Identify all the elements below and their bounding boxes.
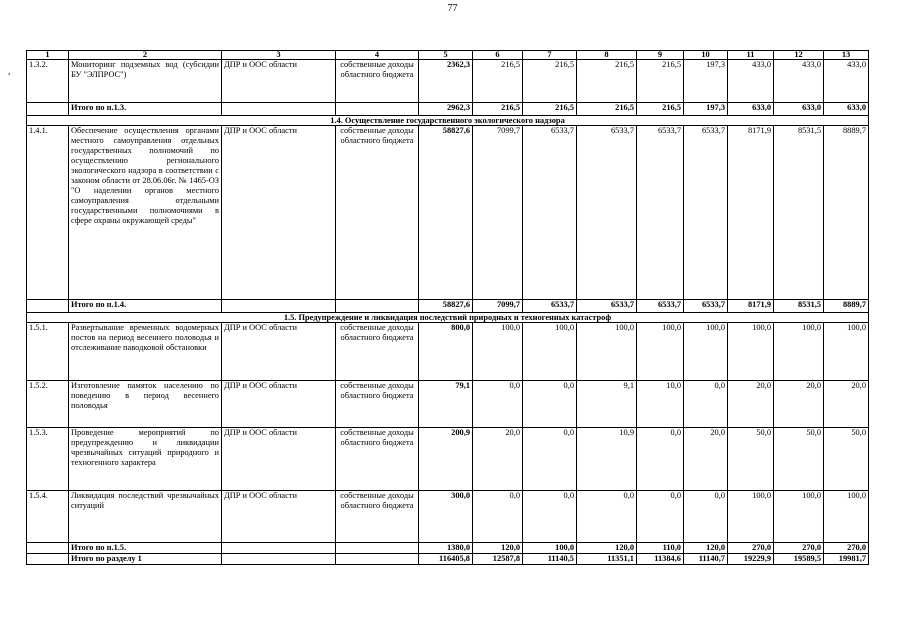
- funding-source: собственные доходы областного бюджета: [336, 60, 419, 103]
- item-code: 1.5.4.: [27, 491, 69, 543]
- amount-cell: 120,0: [473, 543, 523, 554]
- amount-cell: 120,0: [684, 543, 728, 554]
- column-number: 5: [419, 51, 473, 60]
- column-number: 9: [637, 51, 684, 60]
- code-cell: [27, 543, 69, 554]
- amount-cell: 116405,8: [419, 554, 473, 565]
- item-code: 1.5.1.: [27, 323, 69, 381]
- amount-cell: 216,5: [523, 103, 577, 116]
- code-cell: [27, 103, 69, 116]
- funding-source: собственные доходы областного бюджета: [336, 126, 419, 300]
- amount-cell: 100,0: [523, 323, 577, 381]
- amount-cell: 50,0: [774, 428, 824, 491]
- column-number-row: [27, 51, 869, 60]
- funding-source: собственные доходы областного бюджета: [336, 428, 419, 491]
- amount-cell: 633,0: [728, 103, 774, 116]
- executor-cell: [222, 543, 336, 554]
- amount-cell: 800,0: [419, 323, 473, 381]
- amount-cell: 100,0: [473, 323, 523, 381]
- item-row: [27, 428, 869, 491]
- amount-cell: 6533,7: [637, 126, 684, 300]
- total-label: Итого по разделу 1: [69, 554, 222, 565]
- amount-cell: 0,0: [523, 428, 577, 491]
- amount-cell: 6533,7: [684, 300, 728, 313]
- column-number: 11: [728, 51, 774, 60]
- item-code: 1.5.3.: [27, 428, 69, 491]
- column-number: 7: [523, 51, 577, 60]
- amount-cell: 633,0: [824, 103, 869, 116]
- amount-cell: 0,0: [684, 381, 728, 428]
- source-cell: [336, 554, 419, 565]
- amount-cell: 100,0: [728, 491, 774, 543]
- amount-cell: 100,0: [774, 491, 824, 543]
- amount-cell: 2962,3: [419, 103, 473, 116]
- amount-cell: 8171,9: [728, 126, 774, 300]
- code-cell: [27, 554, 69, 565]
- amount-cell: 270,0: [774, 543, 824, 554]
- item-row: [27, 126, 869, 300]
- amount-cell: 8531,5: [774, 126, 824, 300]
- column-number: 13: [824, 51, 869, 60]
- amount-cell: 6533,7: [577, 126, 637, 300]
- amount-cell: 20,0: [473, 428, 523, 491]
- amount-cell: 433,0: [824, 60, 869, 103]
- amount-cell: 1380,0: [419, 543, 473, 554]
- amount-cell: 20,0: [728, 381, 774, 428]
- column-number: 8: [577, 51, 637, 60]
- amount-cell: 100,0: [523, 543, 577, 554]
- amount-cell: 0,0: [637, 491, 684, 543]
- executor-cell: [222, 554, 336, 565]
- item-row: [27, 60, 869, 103]
- amount-cell: 79,1: [419, 381, 473, 428]
- amount-cell: 50,0: [824, 428, 869, 491]
- amount-cell: 216,5: [523, 60, 577, 103]
- amount-cell: 633,0: [774, 103, 824, 116]
- amount-cell: 2362,3: [419, 60, 473, 103]
- section-title: 1.5. Предупреждение и ликвидация последствий природных и техногенных катастроф: [27, 313, 869, 323]
- amount-cell: 19981,7: [824, 554, 869, 565]
- amount-cell: 270,0: [824, 543, 869, 554]
- amount-cell: 6533,7: [523, 126, 577, 300]
- amount-cell: 216,5: [473, 60, 523, 103]
- column-number: 12: [774, 51, 824, 60]
- amount-cell: 0,0: [577, 491, 637, 543]
- amount-cell: 0,0: [523, 381, 577, 428]
- amount-cell: 8889,7: [824, 126, 869, 300]
- amount-cell: 120,0: [577, 543, 637, 554]
- amount-cell: 9,1: [577, 381, 637, 428]
- amount-cell: 100,0: [684, 323, 728, 381]
- item-row: [27, 381, 869, 428]
- amount-cell: 50,0: [728, 428, 774, 491]
- amount-cell: 8171,9: [728, 300, 774, 313]
- amount-cell: 11140,5: [523, 554, 577, 565]
- amount-cell: 100,0: [728, 323, 774, 381]
- amount-cell: 0,0: [523, 491, 577, 543]
- column-number: 3: [222, 51, 336, 60]
- item-code: 1.3.2.: [27, 60, 69, 103]
- amount-cell: 8531,5: [774, 300, 824, 313]
- budget-table: [26, 50, 869, 565]
- funding-source: собственные доходы областного бюджета: [336, 491, 419, 543]
- item-name: Ликвидация последствий чрезвычайных ситуаций: [69, 491, 222, 543]
- amount-cell: 11140,7: [684, 554, 728, 565]
- total-label: Итого по п.1.5.: [69, 543, 222, 554]
- item-name: Проведение мероприятий по предупреждению и ликвидации чрезвычайных ситуаций природного и техногенного характера: [69, 428, 222, 491]
- amount-cell: 100,0: [824, 491, 869, 543]
- amount-cell: 433,0: [728, 60, 774, 103]
- column-number: 1: [27, 51, 69, 60]
- amount-cell: 200,9: [419, 428, 473, 491]
- executor-cell: ДПР и ООС области: [222, 323, 336, 381]
- amount-cell: 100,0: [577, 323, 637, 381]
- item-name: Развертывание временных водомерных постов на период весеннего половодья и отслеживание паводковой обстановки: [69, 323, 222, 381]
- item-code: 1.5.2.: [27, 381, 69, 428]
- amount-cell: 0,0: [637, 428, 684, 491]
- total-row: [27, 300, 869, 313]
- executor-cell: ДПР и ООС области: [222, 491, 336, 543]
- executor-cell: ДПР и ООС области: [222, 381, 336, 428]
- executor-cell: ДПР и ООС области: [222, 60, 336, 103]
- amount-cell: 100,0: [824, 323, 869, 381]
- amount-cell: 20,0: [684, 428, 728, 491]
- funding-source: собственные доходы областного бюджета: [336, 381, 419, 428]
- amount-cell: 197,3: [684, 103, 728, 116]
- amount-cell: 11384,6: [637, 554, 684, 565]
- amount-cell: 10,9: [577, 428, 637, 491]
- amount-cell: 6533,7: [637, 300, 684, 313]
- amount-cell: 0,0: [473, 381, 523, 428]
- table-body: [27, 51, 869, 565]
- column-number: 2: [69, 51, 222, 60]
- total-row: [27, 103, 869, 116]
- total-row: [27, 554, 869, 565]
- amount-cell: 20,0: [774, 381, 824, 428]
- column-number: 4: [336, 51, 419, 60]
- column-number: 6: [473, 51, 523, 60]
- amount-cell: 197,3: [684, 60, 728, 103]
- amount-cell: 6533,7: [684, 126, 728, 300]
- section-header-row: [27, 313, 869, 323]
- amount-cell: 8889,7: [824, 300, 869, 313]
- amount-cell: 7099,7: [473, 126, 523, 300]
- executor-cell: ДПР и ООС области: [222, 126, 336, 300]
- amount-cell: 216,5: [577, 60, 637, 103]
- amount-cell: 7099,7: [473, 300, 523, 313]
- column-number: 10: [684, 51, 728, 60]
- amount-cell: 6533,7: [523, 300, 577, 313]
- funding-source: собственные доходы областного бюджета: [336, 323, 419, 381]
- executor-cell: ДПР и ООС области: [222, 428, 336, 491]
- item-row: [27, 491, 869, 543]
- amount-cell: 433,0: [774, 60, 824, 103]
- amount-cell: 100,0: [774, 323, 824, 381]
- amount-cell: 11351,1: [577, 554, 637, 565]
- amount-cell: 0,0: [684, 491, 728, 543]
- amount-cell: 110,0: [637, 543, 684, 554]
- item-name: Изготовление памяток населению по поведению в период весеннего половодья: [69, 381, 222, 428]
- page-number: 77: [447, 3, 458, 14]
- amount-cell: 270,0: [728, 543, 774, 554]
- item-row: [27, 323, 869, 381]
- item-name: Обеспечение осуществления органами местного самоуправления отдельных государственных полномочий по осуществлению регионального экологического надзора в соответствии с законом области от 28.06.06г. № 1465-ОЗ "О наделении органов местного самоуправления отдельными государственными полномочиями в сфере охраны окружающей среды": [69, 126, 222, 300]
- amount-cell: 100,0: [637, 323, 684, 381]
- item-name: Мониторинг подземных вод (субсидии БУ "ЭЛПРОС"): [69, 60, 222, 103]
- amount-cell: 58827,6: [419, 300, 473, 313]
- total-row: [27, 543, 869, 554]
- total-label: Итого по п.1.4.: [69, 300, 222, 313]
- section-title: 1.4. Осуществление государственного экологического надзора: [27, 116, 869, 126]
- amount-cell: 58827,6: [419, 126, 473, 300]
- executor-cell: [222, 300, 336, 313]
- margin-mark: ,: [8, 66, 11, 76]
- total-label: Итого по п.1.3.: [69, 103, 222, 116]
- section-header-row: [27, 116, 869, 126]
- source-cell: [336, 103, 419, 116]
- amount-cell: 0,0: [473, 491, 523, 543]
- code-cell: [27, 300, 69, 313]
- source-cell: [336, 300, 419, 313]
- amount-cell: 6533,7: [577, 300, 637, 313]
- executor-cell: [222, 103, 336, 116]
- amount-cell: 20,0: [824, 381, 869, 428]
- amount-cell: 12587,8: [473, 554, 523, 565]
- amount-cell: 10,0: [637, 381, 684, 428]
- amount-cell: 216,5: [637, 60, 684, 103]
- amount-cell: 216,5: [577, 103, 637, 116]
- amount-cell: 216,5: [473, 103, 523, 116]
- amount-cell: 19229,9: [728, 554, 774, 565]
- amount-cell: 300,0: [419, 491, 473, 543]
- source-cell: [336, 543, 419, 554]
- item-code: 1.4.1.: [27, 126, 69, 300]
- amount-cell: 216,5: [637, 103, 684, 116]
- amount-cell: 19589,5: [774, 554, 824, 565]
